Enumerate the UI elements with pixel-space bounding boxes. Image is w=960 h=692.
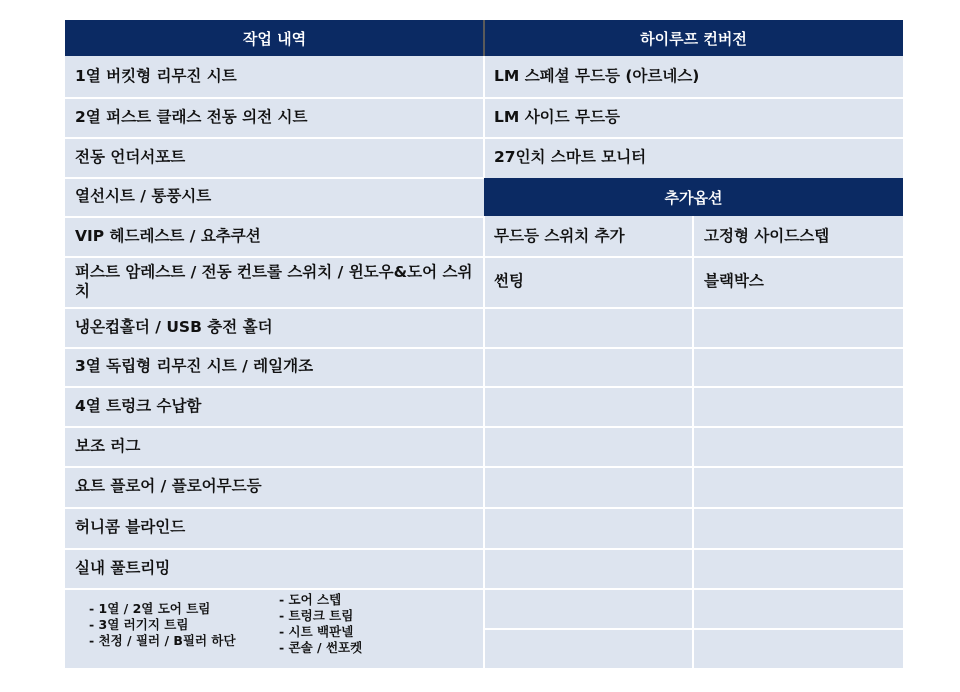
list-item: 실내 풀트리밍: [75, 558, 171, 577]
sublist-item: - 천정 / 필러 / B필러 하단: [89, 633, 236, 648]
sublist-item: - 콘솔 / 썬포켓: [279, 640, 363, 655]
sublist-item: - 트렁크 트림: [279, 608, 354, 623]
sublist-item: - 1열 / 2열 도어 트림: [89, 601, 211, 616]
list-item: 허니콤 블라인드: [75, 518, 186, 537]
list-item: 보조 러그: [75, 436, 141, 455]
options-header: 추가옵션: [484, 178, 903, 216]
work-table: [65, 20, 903, 668]
list-item: VIP 헤드레스트 / 요추쿠션: [75, 226, 261, 245]
list-item: 3열 독립형 리무진 시트 / 레일개조: [75, 357, 314, 376]
list-item: 전동 언더서포트: [75, 147, 186, 166]
list-item: 요트 플로어 / 플로어무드등: [75, 477, 262, 496]
list-item: 27인치 스마트 모니터: [494, 148, 647, 167]
option-item: 썬팅: [494, 272, 524, 291]
option-item: 블랙박스: [704, 272, 764, 291]
list-item: 1열 버킷형 리무진 시트: [75, 67, 237, 86]
option-item: 고정형 사이드스텝: [704, 226, 830, 245]
list-item: LM 스페셜 무드등 (아르네스): [494, 67, 700, 86]
list-item: 4열 트렁크 수납함: [75, 396, 202, 415]
list-item: LM 사이드 무드등: [494, 107, 620, 126]
list-item: 냉온컵홀더 / USB 충전 홀더: [75, 317, 273, 336]
list-item: 열선시트 / 통풍시트: [75, 187, 212, 206]
sublist-item: - 3열 러기지 트림: [89, 617, 189, 632]
trim-sublist-left: [89, 601, 236, 649]
sublist-item: - 도어 스텝: [279, 592, 342, 607]
left-header: 작업 내역: [65, 20, 484, 56]
list-item: 퍼스트 암레스트 / 전동 컨트롤 스위치 / 윈도우&도어 스위치: [75, 262, 473, 300]
right-header: 하이루프 컨버전: [484, 20, 903, 56]
sublist-item: - 시트 백판넬: [279, 624, 354, 639]
trim-sublist-right: [279, 592, 362, 656]
list-item: 2열 퍼스트 클래스 전동 의전 시트: [75, 107, 308, 126]
option-item: 무드등 스위치 추가: [494, 226, 625, 245]
